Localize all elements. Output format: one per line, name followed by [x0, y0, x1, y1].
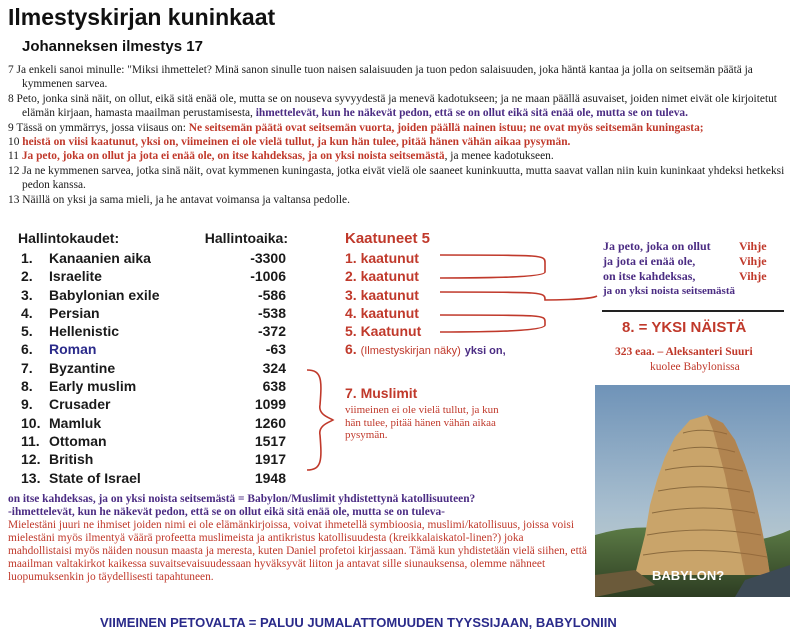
fallen-item: 2. kaatunut: [345, 268, 419, 285]
sixth-king: [345, 341, 506, 357]
fallen-list: [345, 230, 430, 341]
hint-line-3: on itse kahdeksas,: [603, 269, 696, 283]
row-number: 13.: [21, 469, 41, 486]
curly-brace: [307, 370, 333, 470]
row-number: 11.: [21, 432, 40, 449]
sixth-number: 6.: [345, 341, 357, 357]
bracket-arrow: [440, 292, 597, 300]
row-period-name: British: [49, 451, 94, 468]
tower-painting: [595, 385, 790, 597]
row-year: -63: [265, 341, 286, 358]
row-number: 5.: [21, 323, 33, 340]
verse-8-text: 8 Peto, jonka sinä näit, on ollut, eikä sitä enää ole, mutta se on nouseva syvyydestä ja menevä kadotukseen; ja ne maan päällä asuvaiset, joiden nimet eivät ole kirjoitetut elämän kirjaan, hamasta maailman perustamisesta,: [8, 92, 777, 120]
tower-of-babel-image: [595, 385, 790, 597]
vihje-label-3: Vihje: [739, 269, 767, 283]
row-number: 3.: [21, 286, 33, 303]
row-period-name: Babylonian exile: [49, 286, 160, 303]
verse-11-tail: , ja menee kadotukseen.: [444, 150, 554, 163]
row-year: -3300: [250, 250, 286, 266]
babylon-label: BABYLON?: [652, 568, 725, 583]
row-year: 1948: [254, 469, 286, 486]
row-number: 2.: [21, 268, 33, 285]
row-year: 1917: [254, 451, 286, 468]
verse-11-highlight: Ja peto, joka on ollut ja jota ei enää ole, on itse kahdeksas, ja on yksi noista seitsemästä: [21, 150, 445, 163]
final-statement: VIIMEINEN PETOVALTA = PALUU JUMALATTOMUUDEN TYYSSIJAAN, BABYLONIIN: [100, 615, 617, 630]
fallen-item: 3. kaatunut: [345, 286, 419, 303]
row-period-name: Crusader: [49, 396, 111, 413]
row-number: 10.: [21, 414, 41, 431]
col-header-time: Hallintoaika:: [204, 230, 288, 246]
row-number: 1.: [21, 250, 33, 266]
row-year: -538: [257, 304, 286, 321]
verse-13: 13 Näillä on yksi ja sama mieli, ja he antavat voimansa ja valtansa pedolle.: [8, 193, 350, 206]
hint-block: [603, 239, 800, 299]
sixth-note: (Ilmestyskirjan näky): [360, 345, 461, 357]
verse-9-text: 9 Tässä on ymmärrys, jossa viisaus on:: [8, 121, 189, 134]
bracket-bottom: [440, 315, 545, 332]
commentary-line-2: -ihmettelevät, kun he näkevät pedon, että se on ollut eikä sitä enää ole, mutta se on tuleva-: [8, 506, 445, 518]
row-number: 8.: [21, 378, 33, 395]
row-year: 1099: [254, 396, 286, 413]
row-period-name: Mamluk: [49, 414, 102, 431]
row-period-name: Persian: [49, 304, 100, 321]
row-year: -586: [257, 286, 286, 303]
hint-line-4: ja on yksi noista seitsemästä: [603, 285, 736, 297]
row-year: -372: [257, 323, 286, 340]
col-header-periods: Hallintokaudet:: [18, 230, 120, 246]
fallen-heading: Kaatuneet 5: [345, 230, 431, 247]
row-period-name: Early muslim: [49, 378, 137, 395]
row-period-name: Kanaanien aika: [49, 250, 151, 266]
verse-11-number: 11: [8, 150, 22, 163]
row-period-name: State of Israel: [49, 469, 141, 486]
vihje-label-1: Vihje: [739, 239, 767, 253]
fallen-item: 5. Kaatunut: [345, 323, 422, 340]
row-period-name: Ottoman: [49, 432, 107, 449]
verse-12: 12 Ja ne kymmenen sarvea, jotka sinä näit, ovat kymmenen kuningasta, jotka eivät vielä ole saaneet kuninkuutta, mutta saavat vallan niin kuin kuninkaat yhdeksi hetkeksi pedon kanssa.: [8, 164, 785, 192]
alexander-note: 323 eaa. – Aleksanteri Suuri: [615, 346, 753, 358]
row-year: 638: [262, 378, 286, 395]
row-period-name: Hellenistic: [49, 323, 120, 340]
verse-8-highlight: ihmettelevät, kun he näkevät pedon, että se on ollut eikä sitä enää ole, mutta se on tuleva.: [255, 107, 688, 120]
verse-9-highlight: Ne seitsemän päätä ovat seitsemän vuorta, joiden päällä nainen istuu; ne ovat myös seitsemän kuningasta;: [188, 121, 704, 134]
page-title: Ilmestyskirjan kuninkaat: [8, 4, 276, 30]
hint-divider: [602, 310, 784, 312]
row-year: 1517: [254, 432, 286, 449]
vihje-label-2: Vihje: [739, 254, 767, 268]
commentary-paragraph: Mielestäni juuri ne ihmiset joiden nimi ei ole elämänkirjoissa, voivat ihmetellä symbioosia, muslimi/katollisuus, joissa voisi mielestäni myös ilmentyä väärä profeetta muslimeista ja antikristus katollisuudesta (kreikkalaiskatol-linen?) joka mahdollistaisi myös näiden nousun maasta ja meresta, kuten Daniel profetoi kirjassaan. Tämä kun yhdistetään vielä siihen, että maailman valtakirkot kaikessa suvaitsevaisuudessaan hyväksyvät liiton ja antavat sille siunauksensa, olemme nähneet luopumuksenkin jo täydellisesti tapahtuneen.: [8, 519, 587, 583]
row-number: 6.: [21, 341, 33, 358]
row-number: 9.: [21, 396, 33, 413]
verse-7: 7 Ja enkeli sanoi minulle: "Miksi ihmettelet? Minä sanon sinulle tuon naisen salaisuuden ja tuon pedon salaisuuden, joka häntä kantaa ja jolla on seitsemän päätä ja kymmenen sarvea.: [8, 64, 753, 91]
row-period-name: Byzantine: [49, 359, 116, 376]
row-number: 7.: [21, 359, 33, 376]
page-subtitle: Johanneksen ilmestys 17: [22, 38, 203, 55]
alexander-death-note: kuolee Babylonissa: [650, 361, 740, 373]
row-year: 324: [262, 359, 286, 376]
hint-line-1: Ja peto, joka on ollut: [603, 239, 711, 253]
verse-10-number: 10: [8, 136, 23, 149]
row-year: 1260: [254, 414, 286, 431]
row-number: 4.: [21, 304, 33, 321]
fallen-item: 4. kaatunut: [345, 304, 419, 321]
muslim-block: [345, 385, 515, 442]
muslim-description: viimeinen ei ole vielä tullut, ja kun hän tulee, pitää hänen vähän aikaa pysymän.: [345, 404, 499, 441]
muslim-heading: 7. Muslimit: [345, 385, 418, 401]
row-period-name: Israelite: [49, 268, 102, 285]
eight-heading: 8. = YKSI NÄISTÄ: [622, 319, 747, 336]
commentary-block: [8, 493, 588, 584]
row-number: 12.: [21, 451, 41, 468]
bracket-top: [440, 255, 545, 278]
verse-10-highlight: heistä on viisi kaatunut, yksi on, viimeinen ei ole vielä tullut, ja kun hän tulee, pitää hänen vähän aikaa pysymän.: [22, 136, 571, 149]
fallen-item: 1. kaatunut: [345, 250, 419, 266]
sixth-tail: yksi on,: [464, 345, 506, 357]
row-year: -1006: [250, 268, 286, 285]
hint-line-2: ja jota ei enää ole,: [603, 254, 696, 268]
row-period-name: Roman: [49, 341, 97, 358]
commentary-line-1: on itse kahdeksas, ja on yksi noista seitsemästä = Babylon/Muslimit yhdistettynä katollisuuteen?: [8, 493, 476, 505]
